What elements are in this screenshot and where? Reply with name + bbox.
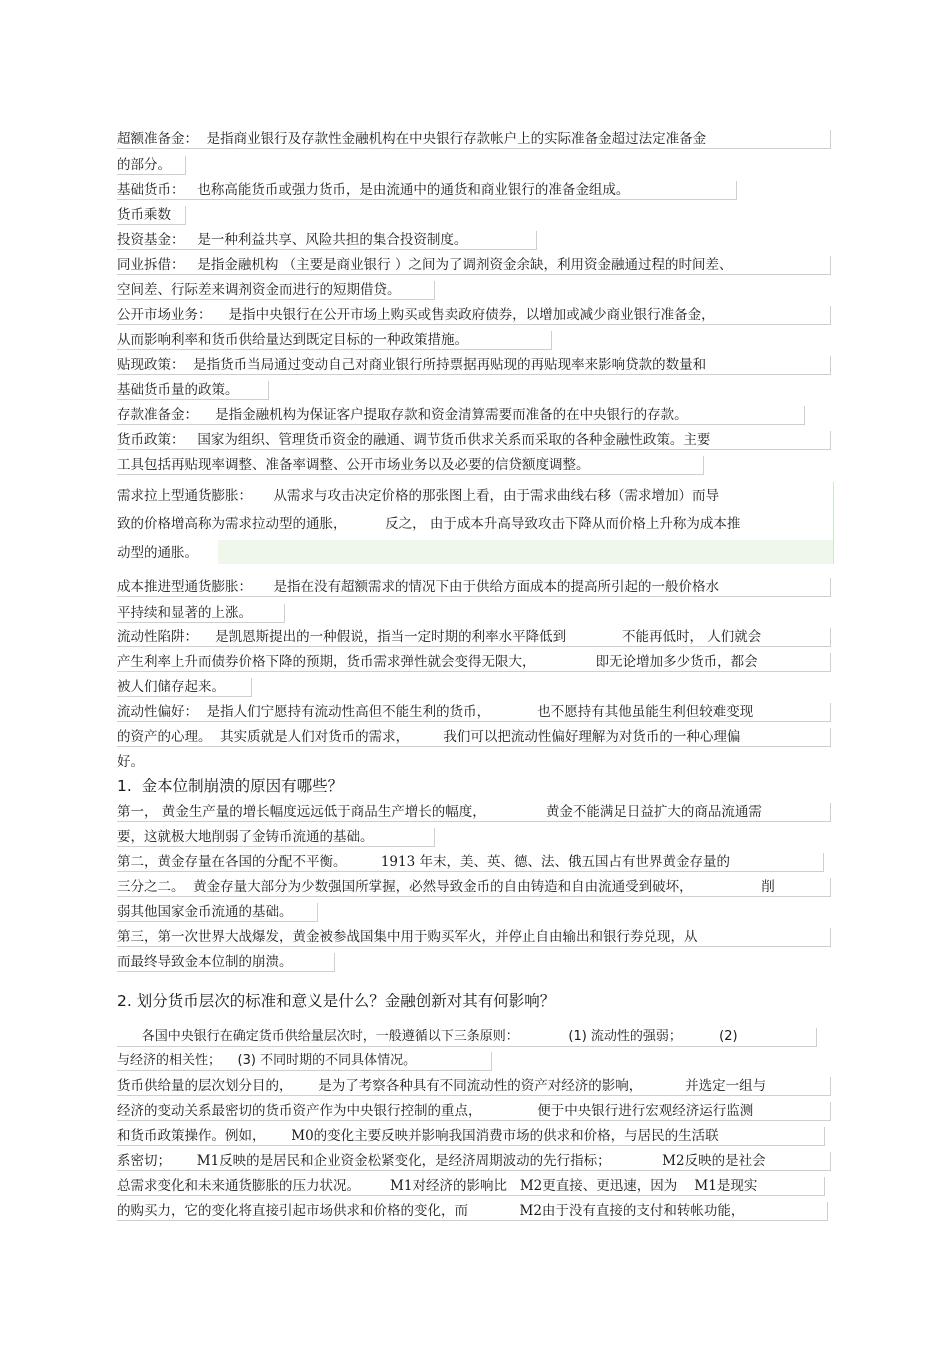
text-line: 平持续和显著的上涨。 (117, 604, 285, 623)
question-heading: 2. 划分货币层次的标准和意义是什么？金融创新对其有何影响？ (117, 992, 556, 1010)
text-line: 和货币政策操作。例如， M0的变化主要反映并影响我国消费市场的供求和价格，与居民的生活联 (117, 1127, 825, 1146)
text-line: 经济的变动关系最密切的货币资产作为中央银行控制的重点， 便于中央银行进行宏观经济运行监测 (117, 1102, 831, 1121)
text-line: 好。 (117, 754, 144, 770)
text-line: 公开市场业务： 是指中央银行在公开市场上购买或售卖政府债券，以增加或减少商业银行准备金， (117, 306, 831, 325)
text-line: 被人们储存起来。 (117, 678, 252, 697)
text-line: 工具包括再贴现率调整、准备率调整、公开市场业务以及必要的信贷额度调整。 (117, 456, 704, 475)
text-line: 第二，黄金存量在各国的分配不平衡。 1913 年末，美、英、德、法、俄五国占有世界黄金存量的 (117, 853, 824, 872)
text-line: 存款准备金： 是指金融机构为保证客户提取存款和资金清算需要而准备的在中央银行的存款。 (117, 406, 805, 425)
text-line: 基础货币： 也称高能货币或强力货币，是由流通中的通货和商业银行的准备金组成。 (117, 181, 737, 200)
text-line: 空间差、行际差来调剂资金而进行的短期借贷。 (117, 281, 435, 300)
text-line: 总需求变化和未来通货膨胀的压力状况。 M1对经济的影响比 M2更直接、更迅速，因为 M1是现实 (117, 1177, 825, 1196)
text-line: 系密切； M1反映的是居民和企业资金松紧变化，是经济周期波动的先行指标； M2反映的是社会 (117, 1152, 831, 1171)
text-line: 成本推进型通货膨胀： 是指在没有超额需求的情况下由于供给方面成本的提高所引起的一般价格水 (117, 578, 831, 597)
text-line: 各国中央银行在确定货币供给量层次时，一般遵循以下三条原则： (1) 流动性的强弱； (2) (117, 1028, 817, 1047)
text-line: 的资产的心理。 其实质就是人们对货币的需求， 我们可以把流动性偏好理解为对货币的一种心理偏 (117, 728, 831, 747)
text-line: 流动性偏好： 是指人们宁愿持有流动性高但不能生利的货币， 也不愿持有其他虽能生利但较难变现 (117, 703, 831, 722)
question-heading: 1. 金本位制崩溃的原因有哪些？ (117, 777, 344, 795)
text-line: 要，这就极大地削弱了金铸币流通的基础。 (117, 828, 435, 847)
text-line: 产生利率上升而债券价格下降的预期，货币需求弹性就会变得无限大， 即无论增加多少货币，都会 (117, 653, 831, 672)
text-line: 的部分。 (117, 156, 186, 175)
text-line: 弱其他国家金币流通的基础。 (117, 903, 318, 922)
text-line: 第一， 黄金生产量的增长幅度远远低于商品生产增长的幅度， 黄金不能满足日益扩大的商品流通需 (117, 803, 831, 822)
text-line: 货币供给量的层次划分目的， 是为了考察各种具有不同流动性的资产对经济的影响， 并选定一组与 (117, 1077, 831, 1096)
text-line: 三分之二。 黄金存量大部分为少数强国所掌握，必然导致金币的自由铸造和自由流通受到破坏， 削 (117, 878, 831, 897)
highlight-band (218, 540, 833, 564)
text-line: 贴现政策： 是指货币当局通过变动自己对商业银行所持票据再贴现的再贴现率来影响贷款的数量和 (117, 356, 831, 375)
text-line: 同业拆借： 是指金融机构 （主要是商业银行 ）之间为了调剂资金余缺，利用资金融通过程的时间差、 (117, 256, 831, 275)
text-line: 从而影响利率和货币供给量达到既定目标的一种政策措施。 (117, 331, 552, 350)
text-line: 基础货币量的政策。 (117, 381, 269, 400)
text-line: 需求拉上型通货膨胀： 从需求与攻击决定价格的那张图上看，由于需求曲线右移（需求增加）而导 (117, 488, 719, 504)
text-line: 致的价格增高称为需求拉动型的通胀， 反之， 由于成本升高导致攻击下降从而价格上升称为成本推 (117, 516, 741, 532)
text-line: 投资基金： 是一种利益共享、风险共担的集合投资制度。 (117, 231, 537, 250)
text-line: 货币乘数 (117, 206, 186, 225)
text-line: 动型的通胀。 (117, 545, 198, 561)
text-line: 与经济的相关性； (3) 不同时期的不同具体情况。 (117, 1052, 492, 1071)
text-line: 第三，第一次世界大战爆发，黄金被参战国集中用于购买军火，并停止自由输出和银行券兑现，从 (117, 928, 831, 947)
text-line: 流动性陷阱： 是凯恩斯提出的一种假说，指当一定时期的利率水平降低到 不能再低时， 人们就会 (117, 628, 831, 647)
text-line: 超额准备金： 是指商业银行及存款性金融机构在中央银行存款帐户上的实际准备金超过法定准备金 (117, 130, 831, 149)
text-line: 货币政策： 国家为组织、管理货币资金的融通、调节货币供求关系而采取的各种金融性政策。主要 (117, 431, 831, 450)
text-line: 而最终导致金本位制的崩溃。 (117, 953, 335, 972)
text-line: 的购买力，它的变化将直接引起市场供求和价格的变化，而 M2由于没有直接的支付和转帐功能， (117, 1202, 828, 1221)
